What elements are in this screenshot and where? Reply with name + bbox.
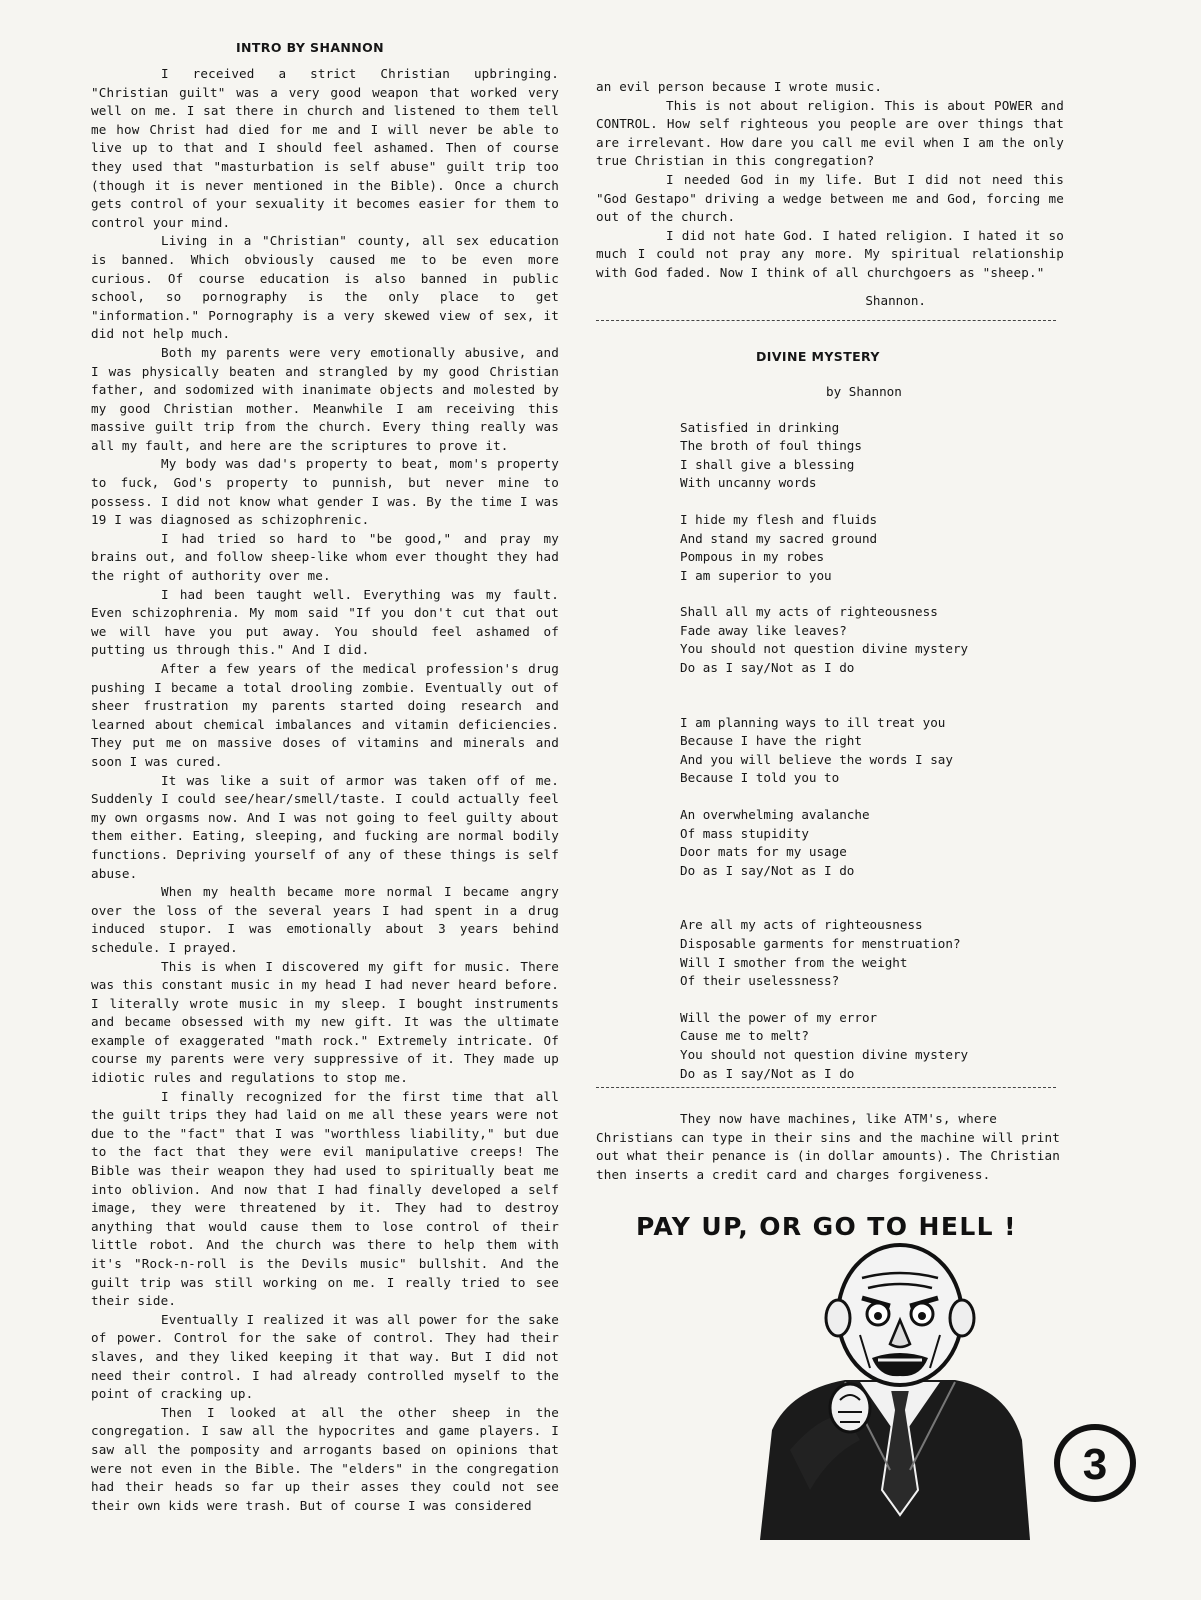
poem-line: Will the power of my error <box>680 1009 878 1025</box>
headline: PAY UP, OR GO TO HELL ! <box>636 1212 1017 1241</box>
poem-stanza <box>680 419 1064 493</box>
poem-line: I am superior to you <box>680 567 832 583</box>
closing-paragraph: They now have machines, like ATM's, where Christians can type in their sins and the machine will print out what their penance is (in dollar amounts). The Christian then inserts a credit card and charges forgiveness. <box>596 1111 1060 1182</box>
intro-paragraph: This is when I discovered my gift for music. There was this constant music in my head I had never heard before. I literally wrote music in my sleep. I bought instruments and became obsessed with my new gift. It was the ultimate example of exaggerated "math rock." Extremely intricate. Of course my parents were very suppressive of it. They made up idiotic rules and regulations to stop me. <box>91 958 559 1086</box>
poem-line: Do as I say/Not as I do <box>680 1065 855 1081</box>
intro-continued-paragraph: I needed God in my life. But I did not need this "God Gestapo" driving a wedge between me and God, forcing me out of the church. <box>596 171 1064 225</box>
poem-line: I am planning ways to ill treat you <box>680 714 946 730</box>
poem-stanza <box>680 916 1064 990</box>
intro-paragraph: Then I looked at all the other sheep in the congregation. I saw all the hypocrites and game players. I saw all the pomposity and arrogants based on opinions that were not even in the Bible. The "elders" in the congregation had their heads so far up their asses they could not see their own kids were trash. But of course I was considered <box>91 1404 559 1513</box>
poem-line: Shall all my acts of righteousness <box>680 604 938 620</box>
intro-continued-paragraph: an evil person because I wrote music. <box>596 79 883 94</box>
poem-line: Of mass stupidity <box>680 825 809 841</box>
intro-title: INTRO BY SHANNON <box>235 40 385 55</box>
intro-paragraph: I received a strict Christian upbringing. "Christian guilt" was a very good weapon that worked very well on me. I sat there in church and listened to them tell me how Christ had died for me and I will never be able to live up to that and I should feel ashamed. Then of course they used that "masturbation is self abuse" guilt trip too (though it is never mentioned in the Bible). Once a church gets control of your sexuality it becomes easier for them to control your mind. <box>91 66 559 230</box>
right-column <box>596 78 1064 1185</box>
page-number: 3 <box>1082 1440 1108 1489</box>
poem-line: Disposable garments for menstruation? <box>680 936 961 951</box>
poem-line: You should not question divine mystery <box>680 1046 969 1062</box>
intro-continued-paragraph: This is not about religion. This is about POWER and CONTROL. How self righteous you people are over things that are irrelevant. How dare you call me evil when I am the only true Christian in this congregation? <box>596 97 1064 169</box>
poem-line: Do as I say/Not as I do <box>680 660 855 676</box>
poem-line: With uncanny words <box>680 475 817 491</box>
intro-paragraph: I had tried so hard to "be good," and pray my brains out, and follow sheep-like whom ever thought they had the right of authority over me. <box>91 530 559 584</box>
poem-line: Satisfied in drinking <box>680 419 840 435</box>
intro-paragraph: My body was dad's property to beat, mom's property to fuck, God's property to punnish, but never mine to possess. I did not know what gender I was. By the time I was 19 I was diagnosed as schizophrenic. <box>91 456 559 528</box>
poem-body <box>680 419 1064 1084</box>
intro-paragraph: When my health became more normal I became angry over the loss of the several years I had spent in a drug induced stupor. I was emotionally about 3 years behind schedule. I prayed. <box>91 884 559 955</box>
poem-line: Do as I say/Not as I do <box>680 862 855 878</box>
intro-paragraph: Living in a "Christian" county, all sex education is banned. Which obviously caused me to be even more curious. Of course education is also banned in public school, so pornography is the only place to get "information." Pornography is a very skewed view of sex, it did not help much. <box>91 233 559 342</box>
poem-line: Door mats for my usage <box>680 844 847 860</box>
dashed-divider <box>596 1087 1056 1088</box>
poem-line: And you will believe the words I say <box>680 751 953 767</box>
poem-title: DIVINE MYSTERY <box>756 348 880 364</box>
poem-line: And stand my sacred ground <box>680 530 878 546</box>
poem-line: I shall give a blessing <box>680 456 855 472</box>
poem-stanza <box>680 511 1064 585</box>
poem-line: Because I told you to <box>680 770 840 786</box>
poem-line: Cause me to melt? <box>680 1028 809 1044</box>
poem-line: Pompous in my robes <box>680 549 825 565</box>
poem-line: Fade away like leaves? <box>680 622 847 638</box>
intro-continued-paragraph: I did not hate God. I hated religion. I hated it so much I could not pray any more. My spiritual relationship with God faded. Now I think of all churchgoers as "sheep." <box>596 227 1064 280</box>
poem-line: Are all my acts of righteousness <box>680 917 923 933</box>
poem-byline: by Shannon <box>826 383 902 399</box>
poem-line: Will I smother from the weight <box>680 954 908 970</box>
poem-line: Of their uselessness? <box>680 973 840 989</box>
intro-paragraph: It was like a suit of armor was taken off of me. Suddenly I could see/hear/smell/taste. I could actually feel my own orgasms now. And I was not going to feel guilty about them either. Eating, sleeping, and fucking are normal bodily functions. Depriving yourself of any of these things is self abuse. <box>91 772 559 881</box>
intro-column <box>91 40 559 1515</box>
intro-paragraph: Eventually I realized it was all power for the sake of power. Control for the sake of control. They had their slaves, and they liked keeping it that way. But I did not need their control. I had already controlled myself to the point of cracking up. <box>91 1311 559 1402</box>
intro-paragraph: After a few years of the medical profession's drug pushing I became a total drooling zombie. Eventually out of sheer frustration my parents started doing research and learned about chemical imbalances and vitamin deficiencies. They put me on massive doses of vitamins and minerals and soon I was cured. <box>91 661 559 769</box>
poem-stanza <box>680 1009 1064 1083</box>
poem-stanza <box>680 714 1064 788</box>
poem-line: The broth of foul things <box>680 438 862 454</box>
poem-line: I hide my flesh and fluids <box>680 511 878 527</box>
dashed-divider <box>596 320 1056 321</box>
poem-stanza <box>680 603 1064 677</box>
intro-paragraph: Both my parents were very emotionally abusive, and I was physically beaten and strangled by my good Christian father, and sodomized with inanimate objects and molested by my good Christian mother. Meanwhile I am receiving this massive guilt trip from the church. Every thing really was all my fault, and here are the scriptures to prove it. <box>91 344 559 453</box>
poem-line: Because I have the right <box>680 733 862 749</box>
intro-paragraph: I had been taught well. Everything was my fault. Even schizophrenia. My mom said "If you don't cut that out we will have you put away. You should feel ashamed of putting us through this." And I did. <box>91 586 559 658</box>
pointing-man-illustration-icon <box>750 1240 1050 1540</box>
poem-stanza <box>680 806 1064 880</box>
intro-signature: Shannon. <box>865 292 926 308</box>
page-number-badge <box>1052 1420 1138 1506</box>
poem-line: You should not question divine mystery <box>680 641 969 657</box>
intro-paragraph: I finally recognized for the first time that all the guilt trips they had laid on me all these years were not due to the "fact" that I was "worthless liability," but due to the fact that they were evil manipulative creeps! The Bible was their weapon they had used to spiritually beat me into oblivion. And now that I had finally developed a self image, they were threatened by it. They had to destroy anything that would cause them to lose control of their little robot. And the church was there to help them with it's "Rock-n-roll is the Devils music" bullshit. And the guilt trip was still working on me. I really tried to see their side. <box>91 1088 559 1309</box>
poem-line: An overwhelming avalanche <box>680 807 870 823</box>
